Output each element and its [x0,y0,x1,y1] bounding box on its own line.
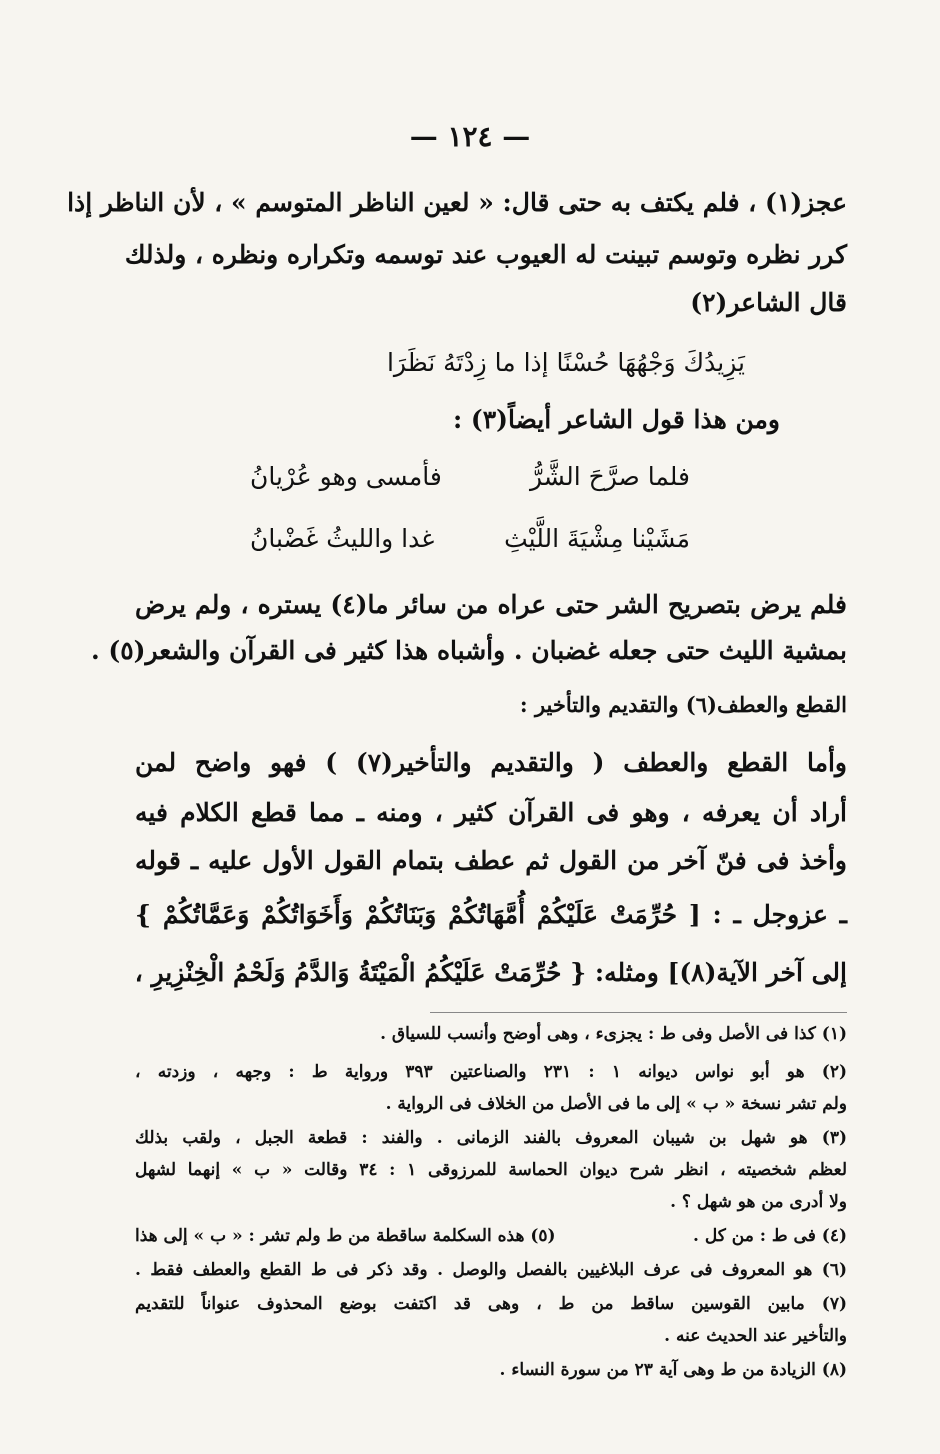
footnote-7-line-1: (٧) مابين القوسين ساقط من ط ، وهى قد اكتفت بوضع المحذوف عنواناً للتقديم [135,1294,847,1314]
paragraph-3-line-3: وأخذ فى فنّ آخر من القول ثم عطف بتمام القول الأول عليه ـ قوله [135,846,847,875]
footnote-2-line-1: (٢) هو أبو نواس ديوانه ١ : ٢٣١ والصناعتين ٣٩٣ ورواية ط : وجهه ، وزدته ، [135,1062,847,1082]
footnote-4-5-row [135,1226,847,1254]
paragraph-3-line-1: وأما القطع والعطف ( والتقديم والتأخير(٧) ) فهو واضح لمن [135,748,847,777]
paragraph-2-line-2: بمشية الليث حتى جعله غضبان . وأشباه هذا كثير فى القرآن والشعر(٥) . [90,636,847,665]
footnote-5: (٥) هذه السكلمة ساقطة من ط ولم تشر : « ب » إلى هذا [135,1226,556,1246]
footnote-7-line-2: والتأخير عند الحديث عنه . [664,1326,847,1346]
paragraph-3-line-5: إلى آخر الآية(٨)] ومثله: { حُرِّمَتْ عَلَيْكُمُ الْمَيْتَةُ وَالدَّمُ وَلَحْمُ الْخِنْزِيرِ ، [134,958,847,987]
footnote-3-line-3: ولا أدرى من هو شهل ؟ . [670,1192,847,1212]
footnote-6: (٦) هو المعروف فى عرف البلاغيين بالفصل والوصل . وقد ذكر فى ط القطع والعطف فقط . [135,1260,847,1280]
footnote-8: (٨) الزيادة من ط وهى آية ٢٣ من سورة النساء . [499,1360,847,1380]
paragraph-2-line-1: فلم يرض بتصريح الشر حتى عراه من سائر ما(٤) يستره ، ولم يرض [135,590,847,619]
footnote-3-line-1: (٣) هو شهل بن شيبان المعروف بالفند الزمانى . والفند : قطعة الجبل ، ولقب بذلك [135,1128,847,1148]
paragraph-1-line-1: عجز(١) ، فلم يكتف به حتى قال: « لعين الناظر المتوسم » ، لأن الناظر إذا [67,188,847,217]
verse-2a-hemistich-1: فلما صرَّحَ الشَّرُّ [529,462,690,491]
footnote-2-line-2: ولم تشر نسخة « ب » إلى ما فى الأصل من الخلاف فى الرواية . [385,1094,847,1114]
footnote-3-line-2: لعظم شخصيته ، انظر شرح ديوان الحماسة للمرزوقى ١ : ٣٤ وقالت « ب » إنهما لشهل [135,1160,847,1180]
paragraph-1-line-2: كرر نظره وتوسم تبينت له العيوب عند توسمه وتكراره ونظره ، ولذلك [124,240,847,269]
footnote-1: (١) كذا فى الأصل وفى ط : يجزىء ، وهى أوضح وأنسب للسياق . [380,1024,847,1044]
footnote-4: (٤) فى ط : من كل . [693,1226,847,1246]
verse-1: يَزِيدُكَ وَجْهُهَا حُسْنًا إذا ما زِدْتَهُ نَظَرَا [386,348,745,377]
section-heading: القطع والعطف(٦) والتقديم والتأخير : [519,692,847,717]
verse-2b-hemistich-2: غدا والليثُ غَضْبانُ [250,524,435,553]
footnote-separator [430,1012,847,1013]
paragraph-3-line-4: ـ عزوجل ـ : [ حُرِّمَتْ عَلَيْكُمْ أُمَّهَاتُكُمْ وَبَنَاتُكُمْ وَأَخَوَاتُكُمْ وَعَمَّاتُكُمْ } [135,900,847,929]
paragraph-3-line-2: أراد أن يعرفه ، وهو فى القرآن كثير ، ومنه ـ مما قطع الكلام فيه [135,798,847,827]
paragraph-1-line-3: قال الشاعر(٢) [690,288,847,317]
page-number: — ١٢٤ — [409,120,531,153]
verse-2-intro: ومن هذا قول الشاعر أيضاً(٣) : [452,405,780,434]
verse-2a-hemistich-2: فأمسى وهو عُرْيانُ [250,462,442,491]
verse-2b-hemistich-1: مَشَيْنا مِشْيَةَ اللَّيْثِ [504,524,690,553]
